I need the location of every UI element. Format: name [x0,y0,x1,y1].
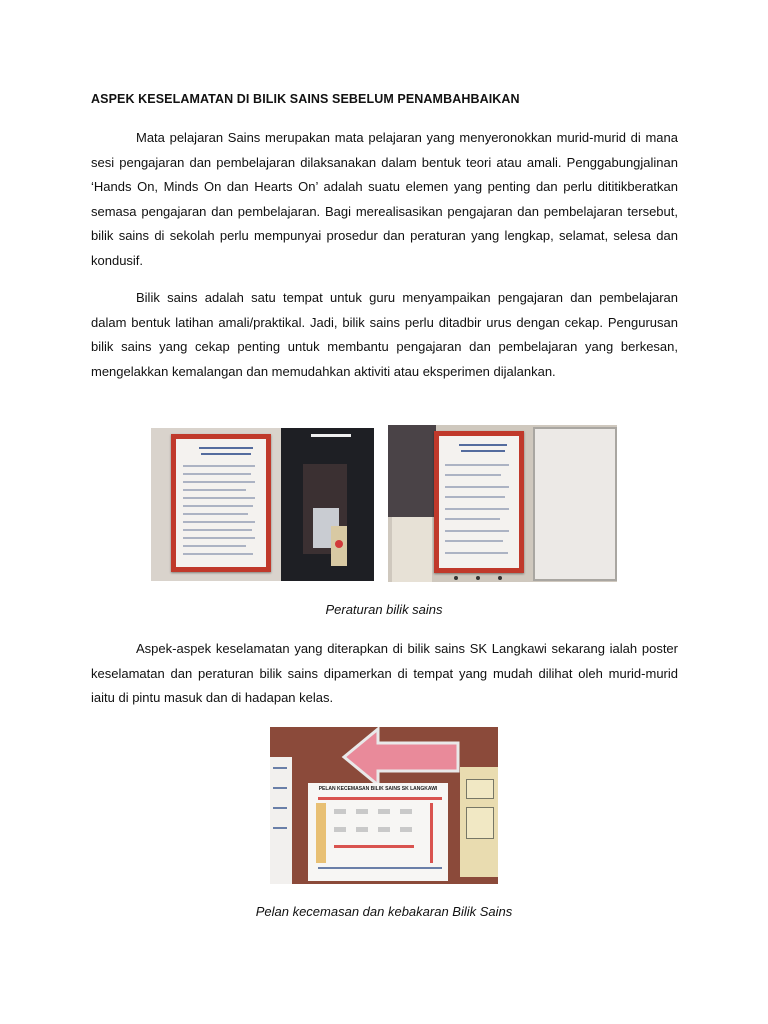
emergency-plan-photo [270,727,498,884]
rules-photo-left [151,428,374,581]
rules-poster [171,434,271,572]
paragraph-3: Aspek-aspek keselamatan yang diterapkan di bilik sains SK Langkawi sekarang ialah poster keselamatan dan peraturan bilik sains dipamerkan di tempat yang mudah dilihat oleh murid-murid iaitu di pintu masuk dan di hadapan kelas. [91,641,678,706]
paragraph-1: Mata pelajaran Sains merupakan mata pelajaran yang menyeronokkan murid-murid di mana sesi pengajaran dan pembelajaran dilaksanakan dalam bentuk teori atau amali. Penggabungjalinan ‘Hands On, Minds On dan Hearts On’ adalah suatu elemen yang penting dan perlu dititikberatkan semasa pengajaran dan pembelajaran. Bagi merealisasikan pengajaran dan pembelajaran tersebut, bilik sains di sekolah perlu mempunyai prosedur dan peraturan yang lengkap, selamat, selesa dan kondusif. [91,130,678,268]
rules-poster-2 [434,431,524,573]
rules-photo-right [388,425,617,582]
plan-sign-title: PELAN KECEMASAN BILIK SAINS SK LANGKAWI [318,786,438,792]
arrow-sign-icon [340,727,470,785]
evacuation-plan-sheet [308,783,448,881]
section-heading: ASPEK KESELAMATAN DI BILIK SAINS SEBELUM PENAMBAHBAIKAN [91,92,520,106]
paragraph-2: Bilik sains adalah satu tempat untuk guru menyampaikan pengajaran dan pembelajaran dalam bentuk latihan amali/praktikal. Jadi, bilik sains perlu ditadbir urus dengan cekap. Pengurusan bilik sains yang cekap penting untuk membantu pengajaran dan pembelajaran yang berkesan, mengelakkan kemalangan dan memudahkan aktiviti atau eksperimen dijalankan. [91,290,678,379]
caption-rules: Peraturan bilik sains [325,602,443,617]
caption-plan: Pelan kecemasan dan kebakaran Bilik Sains [255,904,513,919]
